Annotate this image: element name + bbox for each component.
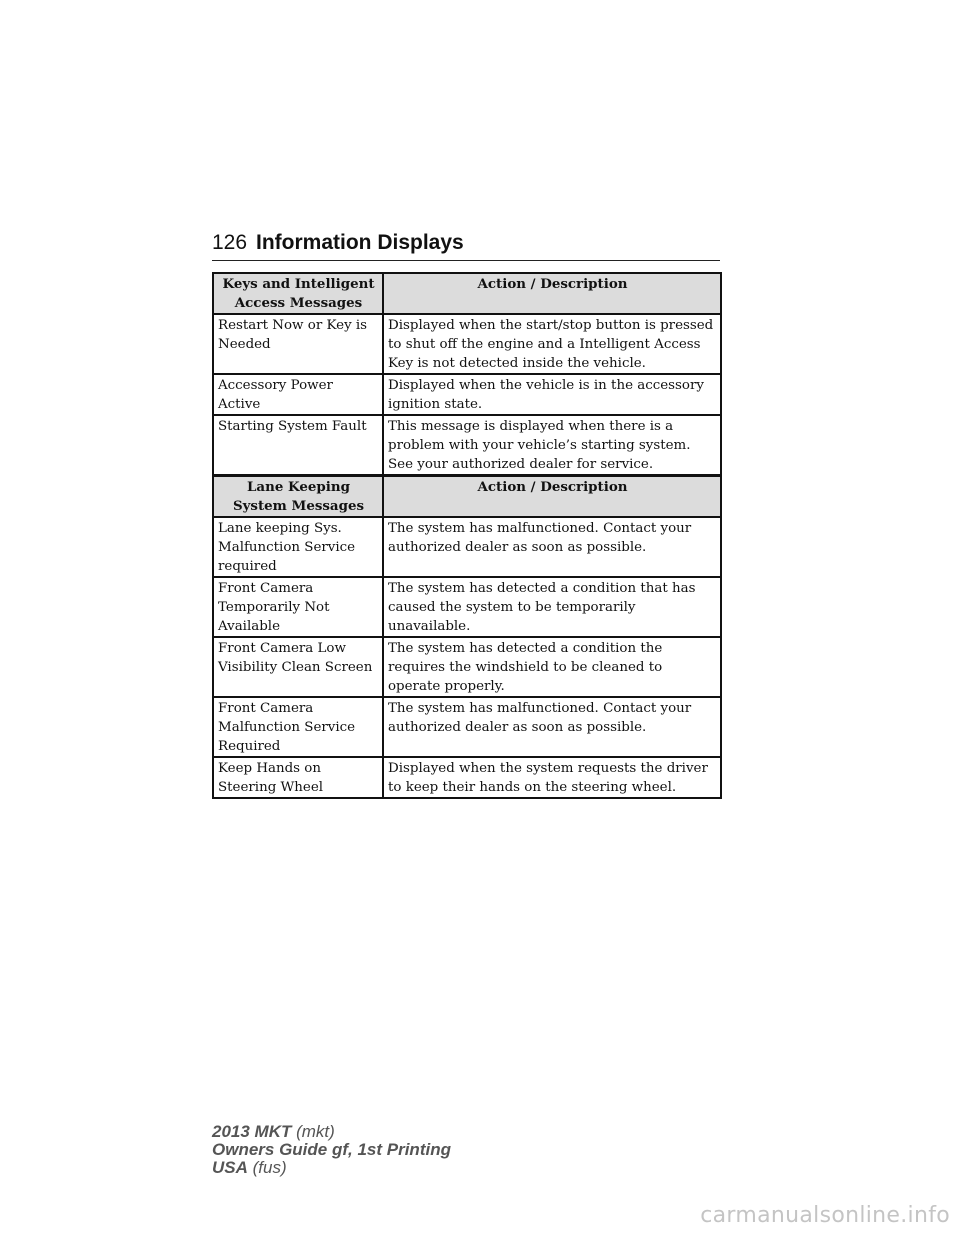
table-header-row <box>213 273 721 314</box>
message-description: Displayed when the system requests the driver to keep their hands on the steering wheel. <box>383 757 721 798</box>
page-header <box>212 230 720 261</box>
footer-market-code: (fus) <box>252 1158 287 1177</box>
table-row <box>213 374 721 415</box>
message-name: Front Camera Malfunction Service Required <box>213 697 383 757</box>
footer-market: USA <box>212 1158 248 1177</box>
table-row <box>213 517 721 577</box>
message-description: Displayed when the vehicle is in the accessory ignition state. <box>383 374 721 415</box>
page-title: Information Displays <box>256 231 464 254</box>
message-name: Front Camera Temporarily Not Available <box>213 577 383 637</box>
keys-messages-table <box>212 272 722 476</box>
column-header: Action / Description <box>383 476 721 517</box>
message-description: Displayed when the start/stop button is pressed to shut off the engine and a Intelligent Access Key is not detected inside the vehicle. <box>383 314 721 374</box>
column-header: Lane Keeping System Messages <box>213 476 383 517</box>
column-header: Keys and Intelligent Access Messages <box>213 273 383 314</box>
message-name: Accessory Power Active <box>213 374 383 415</box>
footer-line <box>212 1141 451 1159</box>
page-number: 126 <box>212 231 248 254</box>
message-description: The system has detected a condition the requires the windshield to be cleaned to operate properly. <box>383 637 721 697</box>
watermark: carmanualsonline.info <box>700 1203 950 1228</box>
footer-line <box>212 1123 451 1141</box>
table-row <box>213 697 721 757</box>
footer-model-code: (mkt) <box>296 1122 335 1141</box>
message-name: Restart Now or Key is Needed <box>213 314 383 374</box>
message-description: The system has malfunctioned. Contact your authorized dealer as soon as possible. <box>383 517 721 577</box>
message-name: Lane keeping Sys. Malfunction Service required <box>213 517 383 577</box>
table-header-row <box>213 476 721 517</box>
message-description: The system has malfunctioned. Contact your authorized dealer as soon as possible. <box>383 697 721 757</box>
message-name: Keep Hands on Steering Wheel <box>213 757 383 798</box>
table-row <box>213 314 721 374</box>
message-description: The system has detected a condition that has caused the system to be temporarily unavailable. <box>383 577 721 637</box>
table-row <box>213 637 721 697</box>
footer-line <box>212 1159 451 1177</box>
table-row <box>213 415 721 475</box>
message-description: This message is displayed when there is a problem with your vehicle’s starting system. See your authorized dealer for service. <box>383 415 721 475</box>
message-name: Starting System Fault <box>213 415 383 475</box>
message-name: Front Camera Low Visibility Clean Screen <box>213 637 383 697</box>
print-footer <box>212 1123 451 1177</box>
table-row <box>213 757 721 798</box>
table-row <box>213 577 721 637</box>
footer-printing: Owners Guide gf, 1st Printing <box>212 1140 451 1159</box>
column-header: Action / Description <box>383 273 721 314</box>
footer-model: 2013 MKT <box>212 1122 292 1141</box>
lane-keeping-messages-table <box>212 475 722 799</box>
